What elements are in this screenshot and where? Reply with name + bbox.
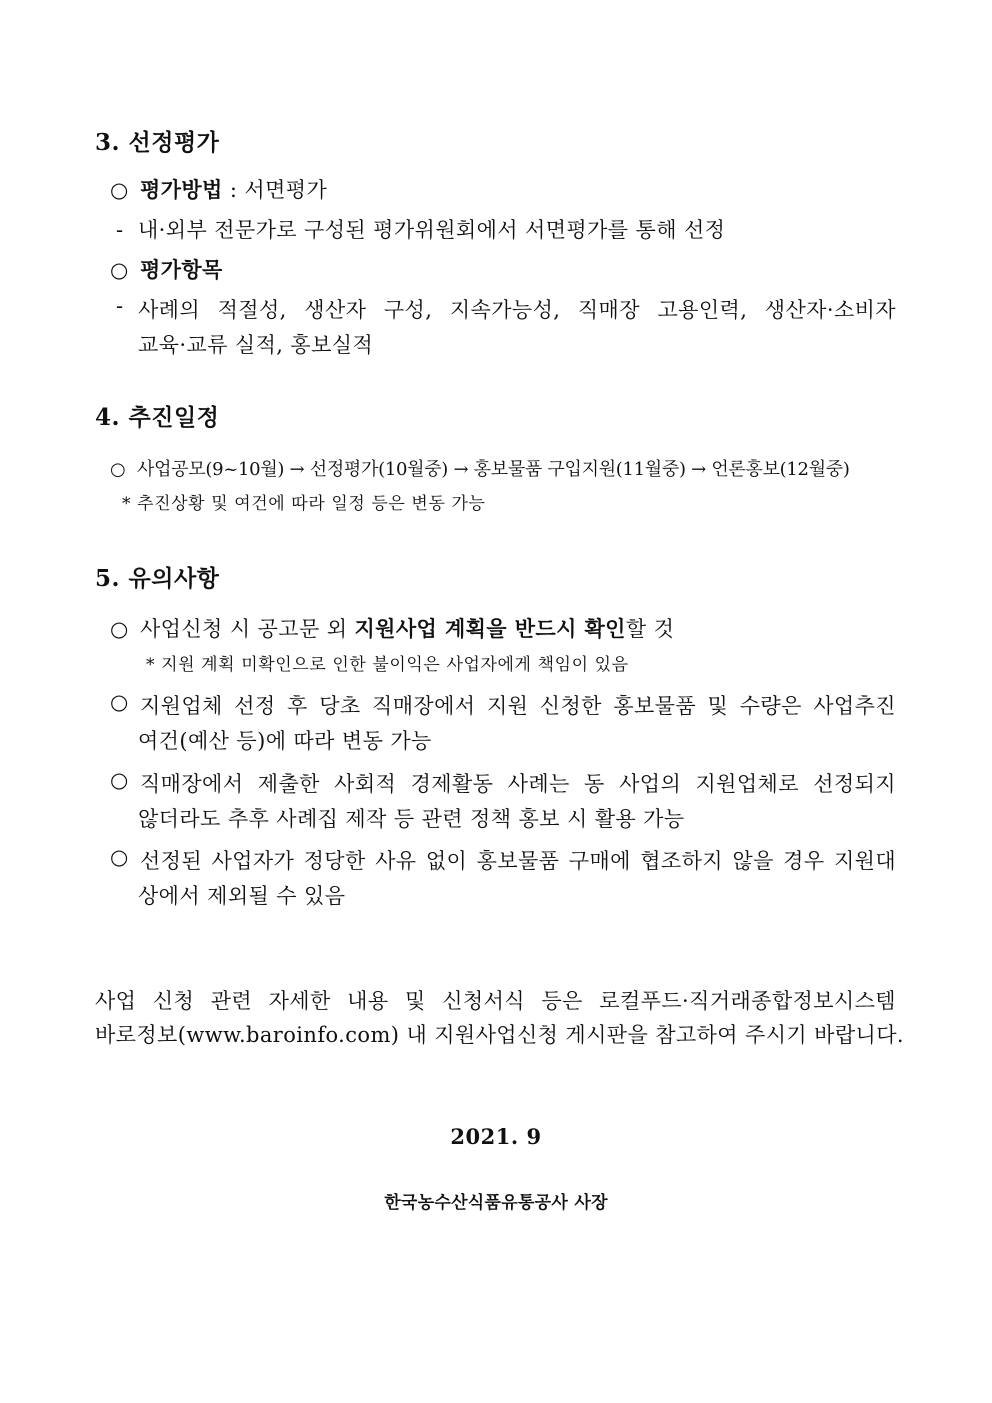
closing-line-2: 바로정보(www.baroinfo.com) 내 지원사업신청 게시판을 참고하여 주시기 바랍니다. bbox=[95, 1023, 904, 1047]
notice-item-1 bbox=[110, 613, 674, 643]
bullet-icon: ○ bbox=[110, 768, 129, 792]
notice-item-2 bbox=[110, 690, 896, 720]
bullet-icon: ○ bbox=[110, 258, 129, 282]
schedule-note: * 추진상황 및 여건에 따라 일정 등은 변동 가능 bbox=[122, 494, 486, 514]
evaluation-method-detail-text: 내·외부 전문가로 구성된 평가위원회에서 서면평가를 통해 선정 bbox=[138, 218, 726, 242]
notice-item-2-line-2: 여건(예산 등)에 따라 변동 가능 bbox=[138, 729, 432, 753]
section-5-title: 5. 유의사항 bbox=[95, 565, 220, 592]
bullet-icon: ○ bbox=[110, 617, 129, 641]
dash-icon: - bbox=[116, 294, 124, 318]
closing-line-1: 사업 신청 관련 자세한 내용 및 신청서식 등은 로컬푸드·직거래종합정보시스템 bbox=[95, 989, 896, 1013]
schedule-item bbox=[110, 455, 850, 481]
evaluation-method-item bbox=[110, 174, 327, 204]
notice-item-3-line-1: 직매장에서 제출한 사회적 경제활동 사례는 동 사업의 지원업체로 선정되지 bbox=[140, 772, 896, 796]
issuer-name: 한국농수산식품유통공사 사장 bbox=[384, 1193, 608, 1213]
evaluation-items-detail bbox=[116, 294, 896, 324]
bullet-icon: ○ bbox=[110, 845, 129, 869]
schedule-text: 사업공모(9~10월) → 선정평가(10월중) → 홍보물품 구입지원(11월중) → 언론홍보(12월중) bbox=[137, 459, 850, 480]
evaluation-method-label: 평가방법 bbox=[140, 177, 223, 202]
notice-item-2-line-1: 지원업체 선정 후 당초 직매장에서 지원 신청한 홍보물품 및 수량은 사업추진 bbox=[140, 694, 896, 718]
notice-item-4-line-1: 선정된 사업자가 정당한 사유 없이 홍보물품 구매에 협조하지 않을 경우 지원대 bbox=[140, 849, 896, 873]
notice-item-4-line-2: 상에서 제외될 수 있음 bbox=[138, 884, 346, 908]
section-3-title: 3. 선정평가 bbox=[95, 129, 220, 156]
evaluation-items-label: 평가항목 bbox=[140, 257, 223, 282]
evaluation-method-detail bbox=[116, 214, 725, 244]
evaluation-items-item bbox=[110, 254, 223, 284]
evaluation-method-separator: : bbox=[222, 178, 245, 202]
evaluation-method-value: 서면평가 bbox=[244, 178, 328, 202]
document-date: 2021. 9 bbox=[450, 1124, 542, 1149]
notice-item-3 bbox=[110, 768, 896, 798]
notice-item-4 bbox=[110, 845, 896, 875]
dash-icon: - bbox=[116, 218, 124, 242]
bullet-icon: ○ bbox=[110, 178, 129, 202]
evaluation-items-line-2: 교육·교류 실적, 홍보실적 bbox=[138, 333, 374, 357]
notice-item-1-note: * 지원 계획 미확인으로 인한 불이익은 사업자에게 책임이 있음 bbox=[146, 655, 629, 675]
section-4-title: 4. 추진일정 bbox=[95, 404, 220, 431]
bullet-icon: ○ bbox=[110, 459, 126, 480]
notice-item-1-emphasis: 지원사업 계획을 반드시 확인 bbox=[354, 616, 626, 641]
bullet-icon: ○ bbox=[110, 690, 129, 714]
notice-item-1-post: 할 것 bbox=[625, 617, 675, 641]
evaluation-items-line-1: 사례의 적절성, 생산자 구성, 지속가능성, 직매장 고용인력, 생산자·소비자 bbox=[138, 298, 896, 322]
notice-item-1-pre: 사업신청 시 공고문 외 bbox=[140, 617, 355, 641]
notice-item-3-line-2: 않더라도 추후 사례집 제작 등 관련 정책 홍보 시 활용 가능 bbox=[138, 807, 685, 831]
